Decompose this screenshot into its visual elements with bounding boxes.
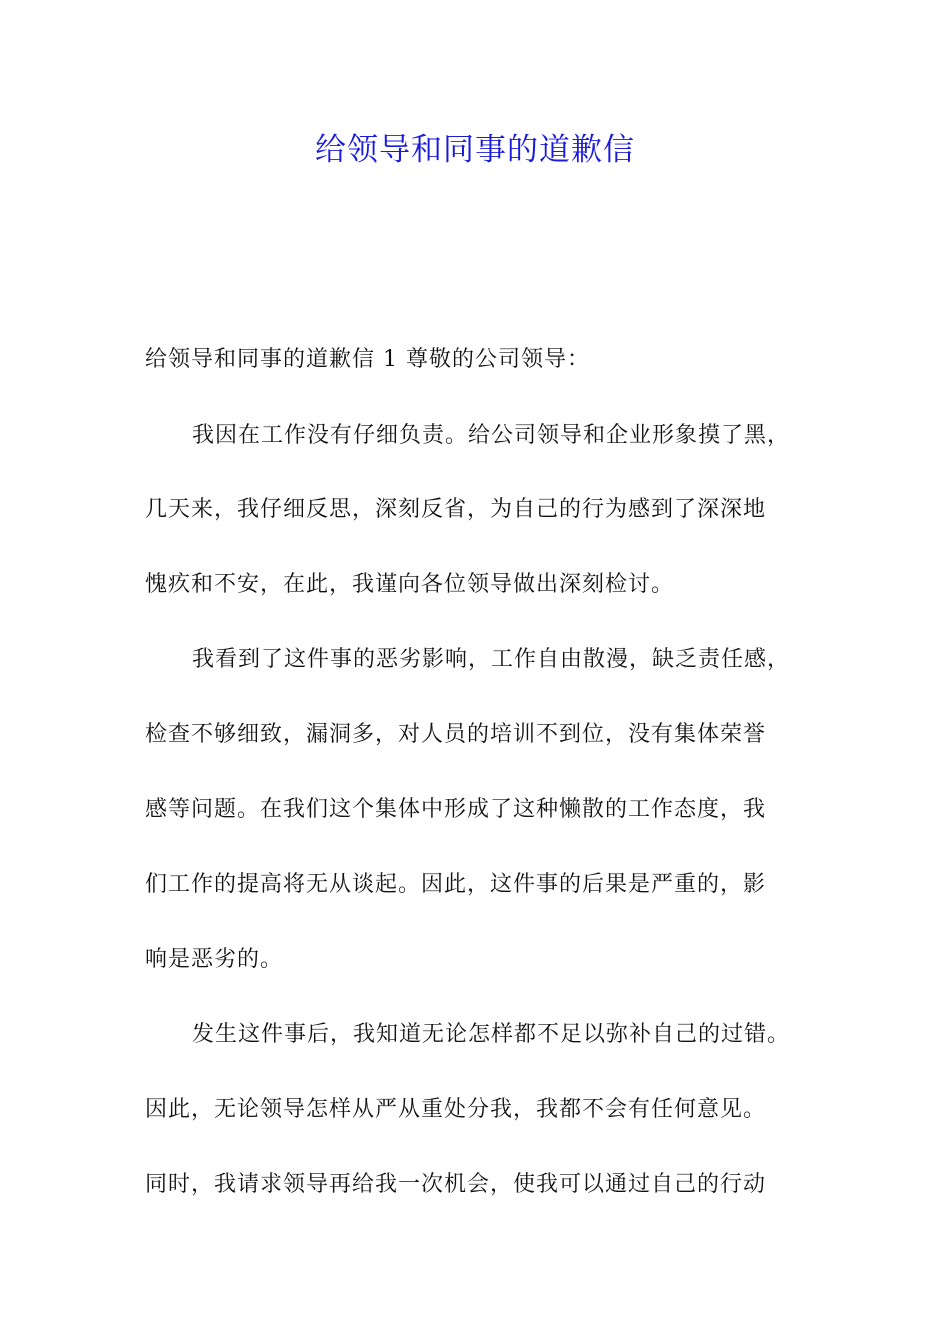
- document-title: 给领导和同事的道歉信: [315, 132, 635, 168]
- body-line: 响是恶劣的。: [145, 947, 284, 972]
- body-line: 检查不够细致，漏洞多，对人员的培训不到位，没有集体荣誉: [145, 722, 767, 747]
- body-line: 因此，无论领导怎样从严从重处分我，我都不会有任何意见。: [145, 1097, 767, 1122]
- body-line: 愧疚和不安，在此，我谨向各位领导做出深刻检讨。: [145, 572, 675, 597]
- body-line: 我看到了这件事的恶劣影响，工作自由散漫，缺乏责任感，: [192, 647, 791, 672]
- body-line: 发生这件事后，我知道无论怎样都不足以弥补自己的过错。: [192, 1022, 791, 1047]
- body-line: 我因在工作没有仔细负责。给公司领导和企业形象摸了黑，: [192, 423, 791, 448]
- body-line: 感等问题。在我们这个集体中形成了这种懒散的工作态度，我: [145, 797, 767, 822]
- body-line: 同时，我请求领导再给我一次机会，使我可以通过自己的行动: [145, 1172, 767, 1197]
- body-line: 们工作的提高将无从谈起。因此，这件事的后果是严重的，影: [145, 872, 767, 897]
- body-line: 几天来，我仔细反思，深刻反省，为自己的行为感到了深深地: [145, 497, 767, 522]
- body-line: 给领导和同事的道歉信 1 尊敬的公司领导：: [145, 347, 590, 372]
